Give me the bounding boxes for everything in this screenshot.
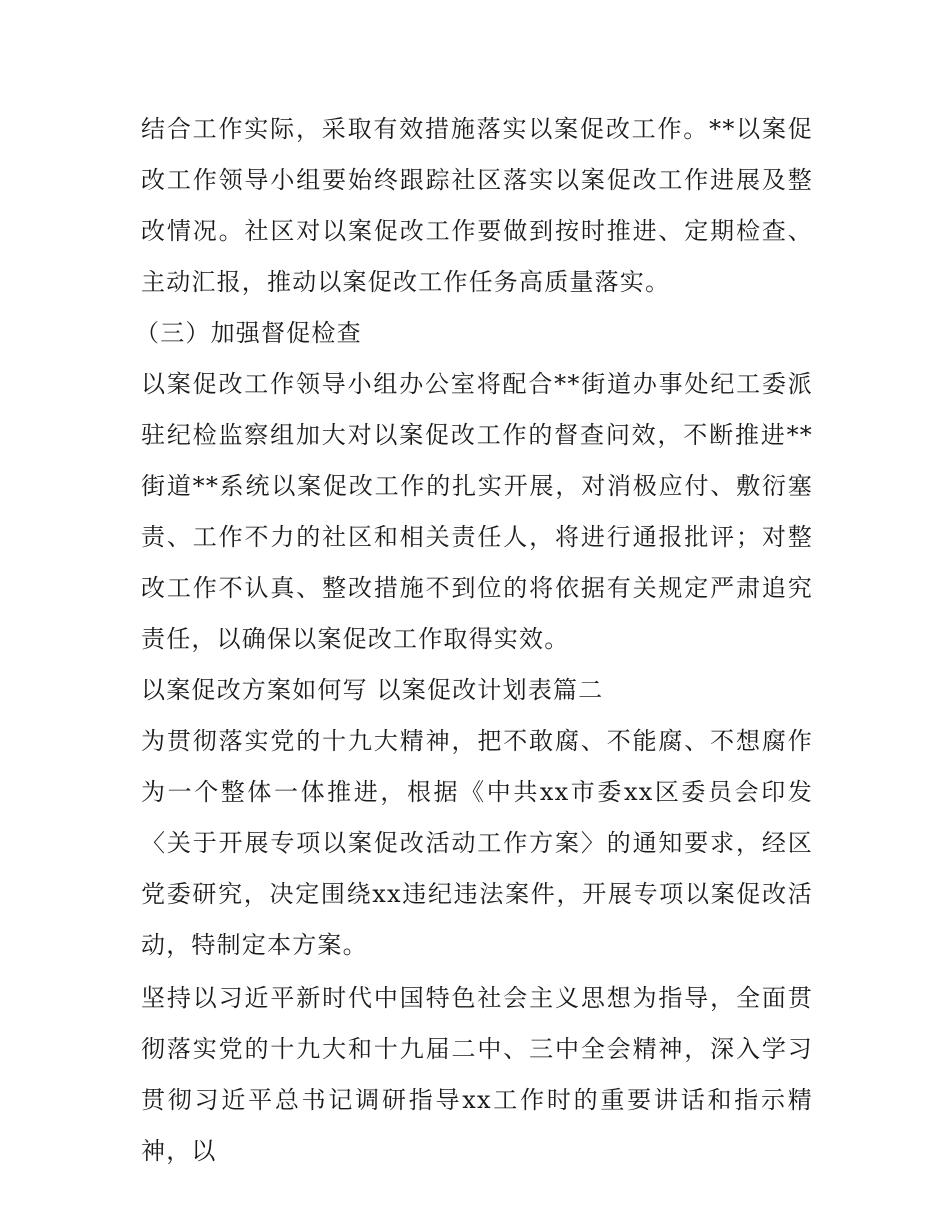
document-body — [135, 104, 813, 1177]
paragraph-2: 以案促改工作领导小组办公室将配合**街道办事处纪工委派驻纪检监察组加大对以案促改工作的督查问效，不断推进**街道**系统以案促改工作的扎实开展，对消极应付、敷衍塞责、工作不力的社区和相关责任人，将进行通报批评；对整改工作不认真、整改措施不到位的将依据有关规定严肃追究责任，以确保以案促改工作取得实效。 — [141, 370, 813, 653]
paragraph-1: 结合工作实际，采取有效措施落实以案促改工作。**以案促改工作领导小组要始终跟踪社区落实以案促改工作进展及整改情况。社区对以案促改工作要做到按时推进、定期检查、主动汇报，推动以案促改工作任务高质量落实。 — [141, 115, 813, 296]
section-heading-3: （三）加强督促检查 — [135, 319, 362, 347]
paragraph-3: 为贯彻落实党的十九大精神，把不敢腐、不能腐、不想腐作为一个整体一体推进，根据《中共xx市委xx区委员会印发〈关于开展专项以案促改活动工作方案〉的通知要求，经区党委研究，决定围绕xx违纪违法案件，开展专项以案促改活动，特制定本方案。 — [141, 727, 813, 959]
paragraph-4: 坚持以习近平新时代中国特色社会主义思想为指导，全面贯彻落实党的十九大和十九届二中、三中全会精神，深入学习贯彻习近平总书记调研指导xx工作时的重要讲话和指示精神，以 — [141, 984, 813, 1165]
section-heading-part-two: 以案促改方案如何写 以案促改计划表篇二 — [141, 676, 604, 704]
